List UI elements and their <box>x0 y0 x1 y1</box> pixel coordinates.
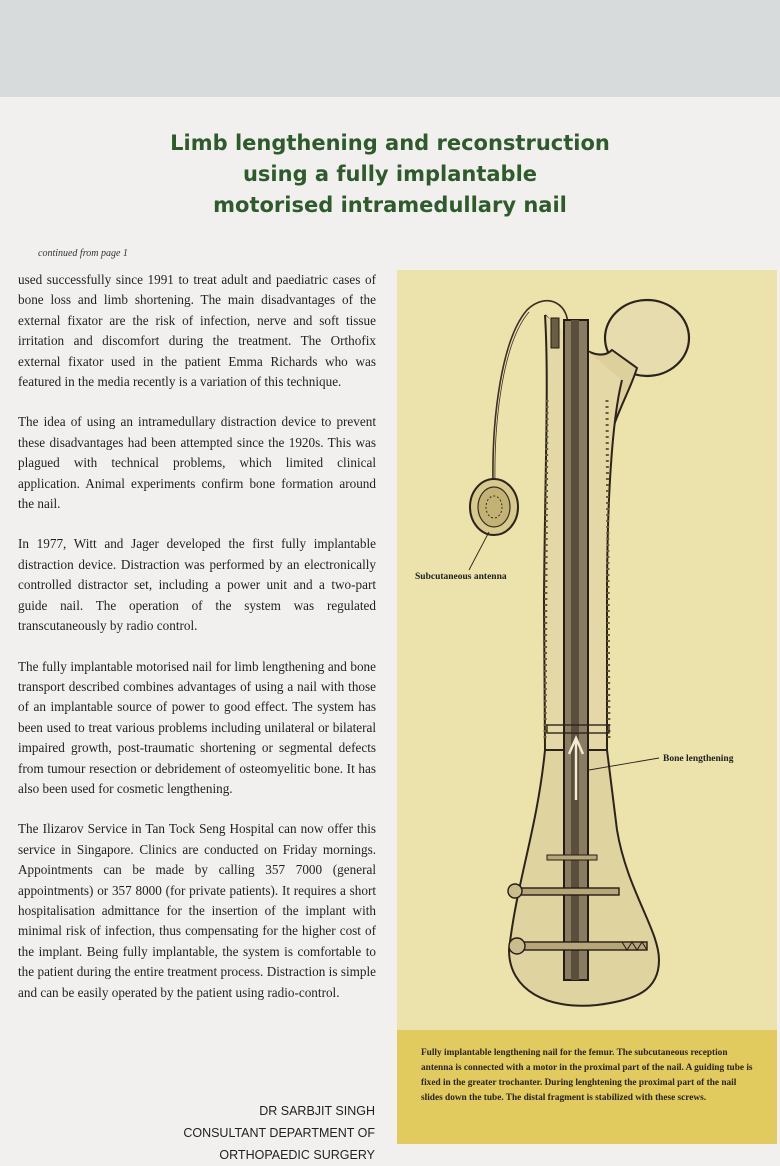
figure-panel <box>397 270 777 1144</box>
paragraph-1: used successfully since 1991 to treat adult and paediatric cases of bone loss and limb shortening. The main disadvantages of the external fixator are the risk of infection, nerve and soft tissue irritation and discomfort during the treatment. The Orthofix external fixator used in the patient Emma Richards who was featured in the media recently is a variation of this technique. <box>18 272 376 390</box>
femur-nail-illustration <box>397 270 777 1030</box>
author-title-2: ORTHOPAEDIC SURGERY <box>219 1148 375 1162</box>
top-band <box>0 0 780 97</box>
article-title <box>70 128 710 221</box>
author-signature <box>183 1100 375 1166</box>
paragraph-5: The Ilizarov Service in Tan Tock Seng Hospital can now offer this service in Singapore. Clinics are conducted on Friday mornings. Appointments can be made by calling 357 7000 (general appointments) or 357 8000 (for private patients). It requires a short hospitalisation admittance for the insertion of the implant with minimal risk of infection, thus compensating for the higher cost of the implant. Being fully implantable, the system is comfortable to the patient during the entire treatment process. Distraction is simple and can be easily operated by the patient using radio-control. <box>18 821 376 1000</box>
article-body <box>18 270 376 1023</box>
title-line-1: Limb lengthening and reconstruction <box>170 131 610 155</box>
label-subcutaneous-antenna: Subcutaneous antenna <box>415 572 507 582</box>
author-name: DR SARBJIT SINGH <box>259 1104 375 1118</box>
title-line-3: motorised intramedullary nail <box>213 193 567 217</box>
paragraph-3: In 1977, Witt and Jager developed the first fully implantable distraction device. Distraction was performed by an electronically controlled distractor set, including a power unit and a two-part guide nail. The operation of the system was regulated transcutaneously by radio control. <box>18 536 376 634</box>
label-bone-lengthening: Bone lengthening <box>663 754 734 764</box>
figure-caption: Fully implantable lengthening nail for the femur. The subcutaneous reception antenna is connected with a motor in the proximal part of the nail. A guiding tube is fixed in the greater trochanter. During lenghtening the proximal part of the nail slides down the tube. The distal fragment is stabilized with these screws. <box>397 1030 777 1144</box>
paragraph-2: The idea of using an intramedullary distraction device to prevent these disadvantages had been attempted since the 1920s. This was plagued with technical problems, which limited clinical application. Animal experiments confirm bone formation around the nail. <box>18 414 376 512</box>
title-line-2: using a fully implantable <box>242 162 538 186</box>
continued-note: continued from page 1 <box>38 248 128 259</box>
author-title-1: CONSULTANT DEPARTMENT OF <box>183 1126 375 1140</box>
paragraph-4: The fully implantable motorised nail for limb lengthening and bone transport described combines advantages of using a nail with those of an implantable source of power to good effect. The system has been used to treat various problems including unilateral or bilateral impaired growth, post-traumatic shortening or segmental defects from tumour resection or debridement of osteomyelitic bone. It has also been used for cosmetic lengthening. <box>18 658 376 796</box>
